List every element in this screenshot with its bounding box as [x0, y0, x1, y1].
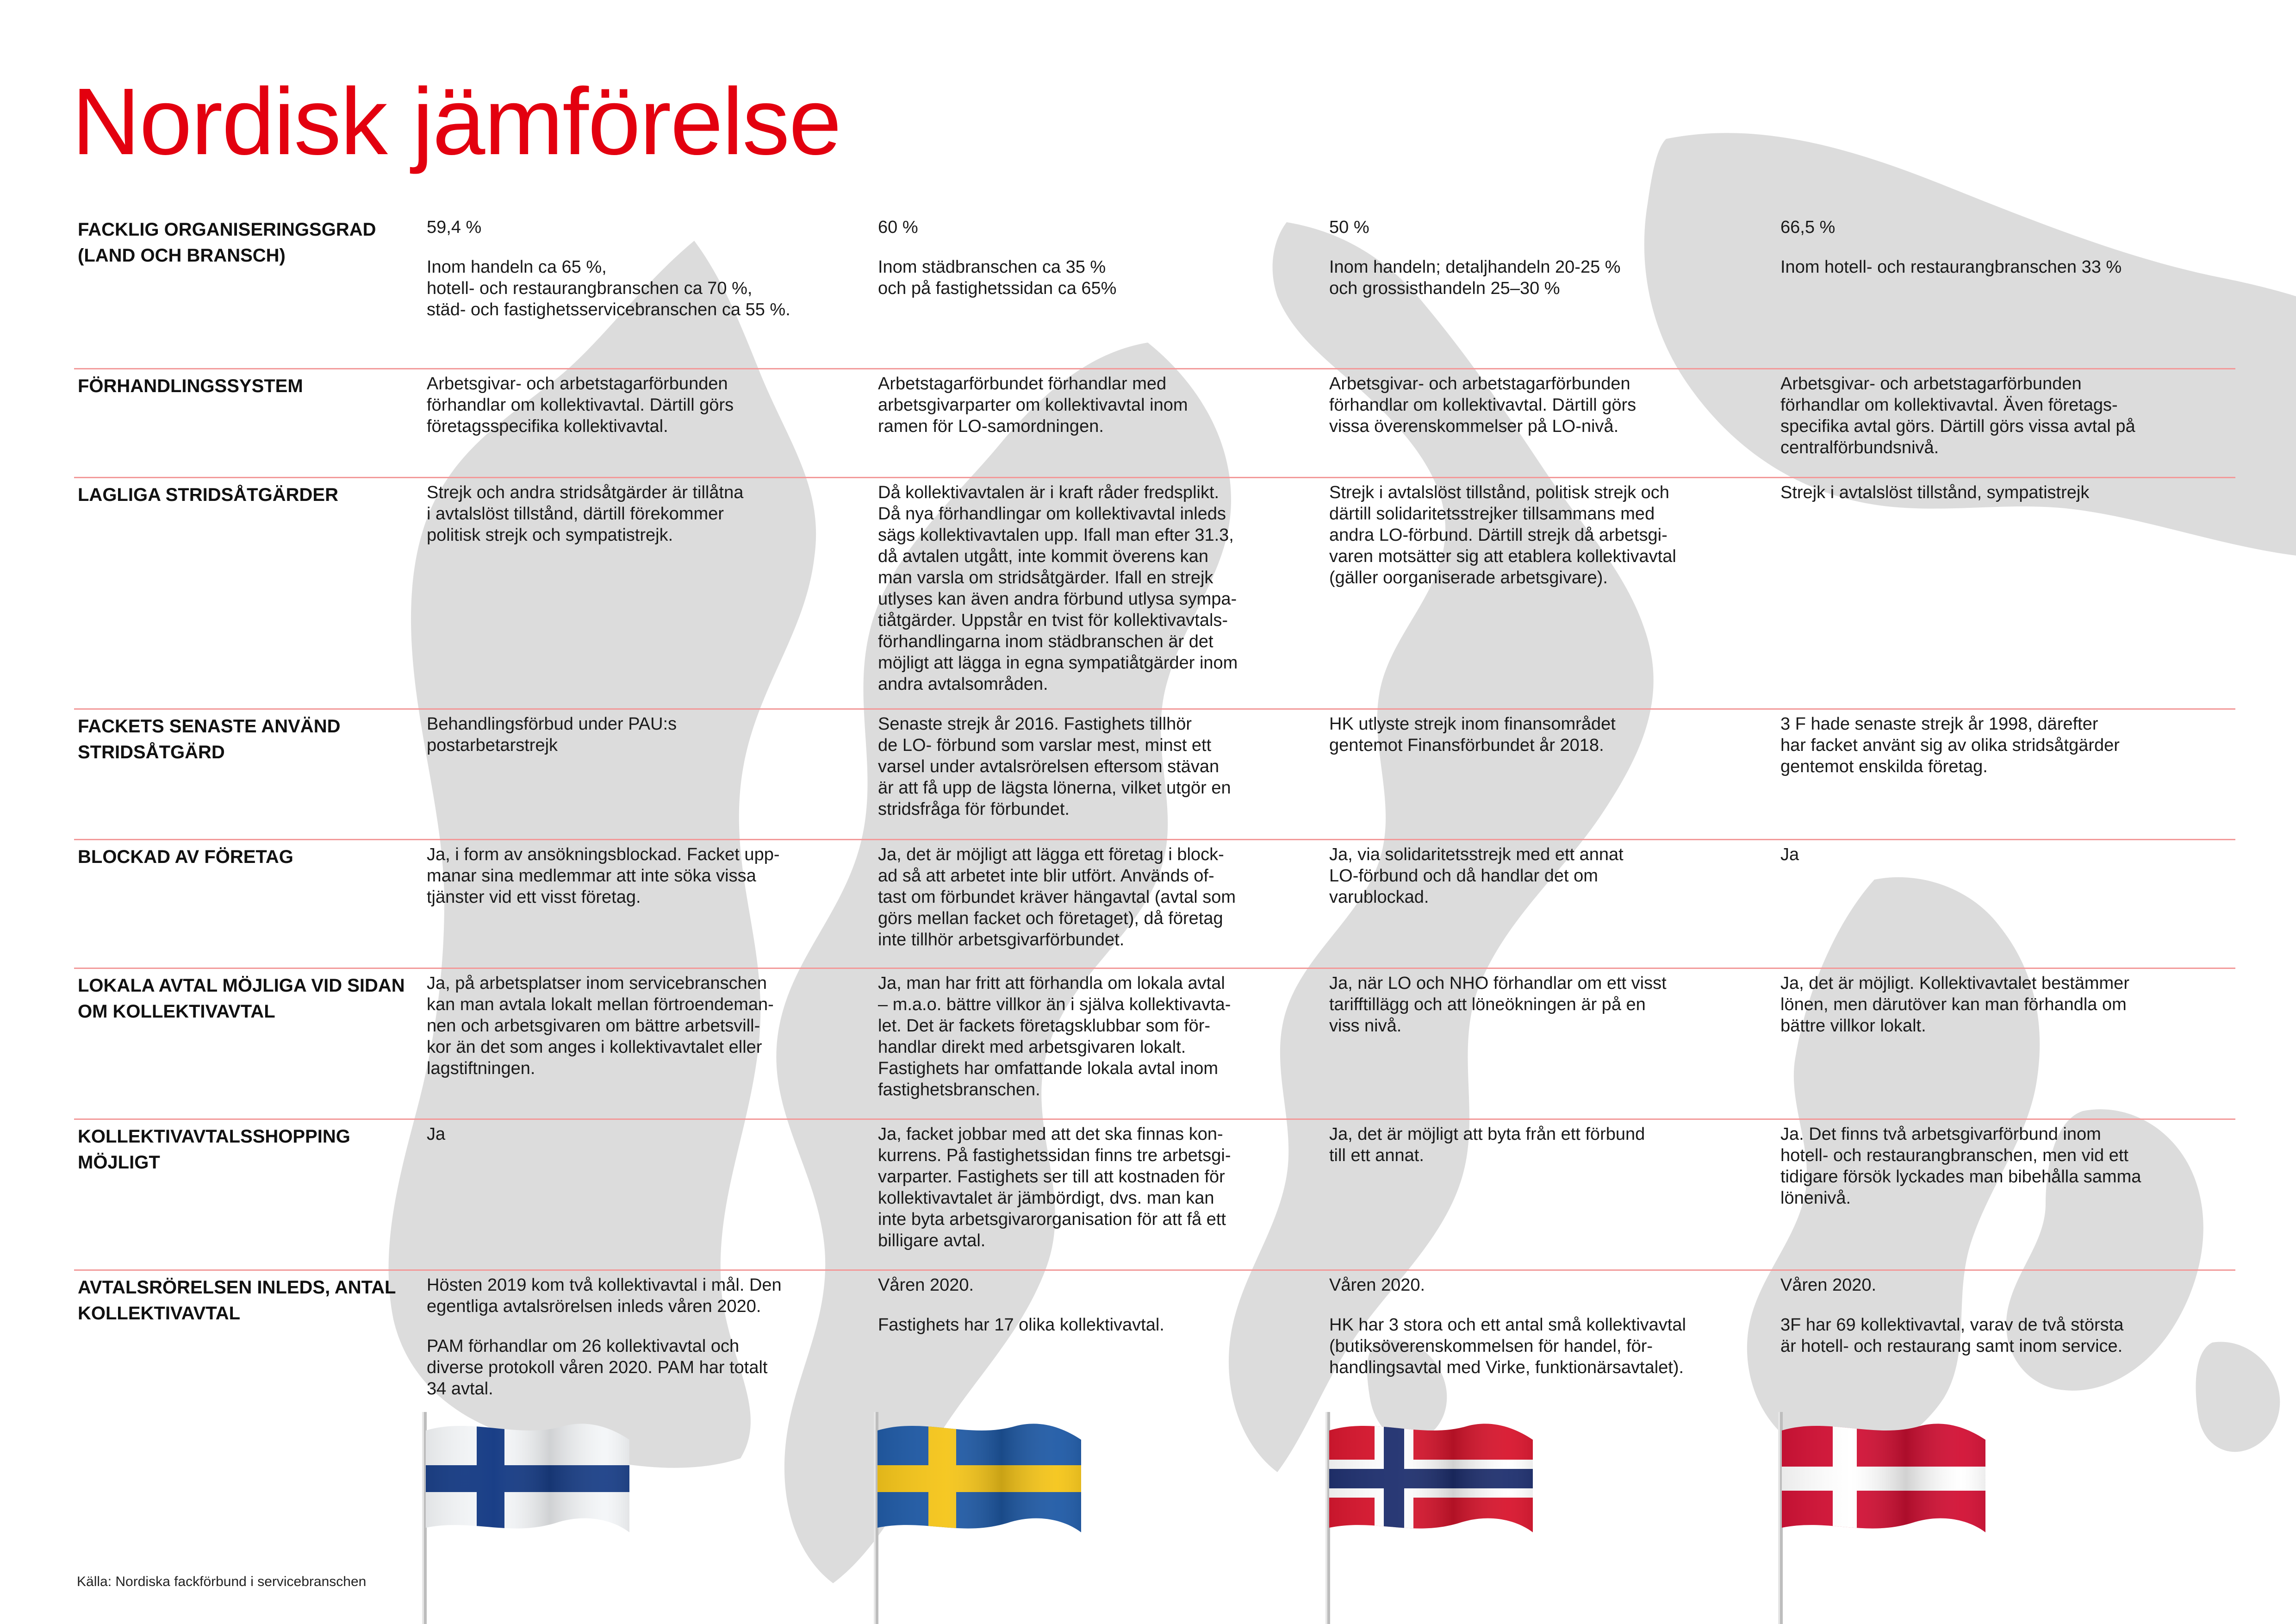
cell-finland: Strejk och andra stridsåtgärder är tillåtna i avtalslöst tillstånd, därtill förekommer politisk strejk och sympatistrejk.: [427, 483, 744, 545]
cell-sweden: Ja, man har fritt att förhandla om lokala avtal – m.a.o. bättre villkor än i själva kollektivavta- let. Det är fackets företagsklubbar som för- handlar direkt med arbetsgivaren lokalt. Fastighets har omfattande lokala avtal inom fastighetsbranschen.: [878, 974, 1231, 1099]
source-note: Källa: Nordiska fackförbund i servicebranschen: [77, 1574, 367, 1589]
cell-denmark: Strejk i avtalslöst tillstånd, sympatistrejk: [1780, 483, 2090, 502]
cell-norway: Ja, det är möjligt att byta från ett förbund till ett annat.: [1329, 1124, 1645, 1165]
denmark-flag: [1773, 1412, 1995, 1624]
row-separator: [74, 1118, 2235, 1120]
row-label: KOLLEKTIVAVTALSSHOPPING MÖJLIGT: [78, 1126, 350, 1173]
cell-finland: Ja, i form av ansökningsblockad. Facket upp- manar sina medlemmar att inte söka vissa tjänster vid ett visst företag.: [427, 845, 780, 907]
cell-denmark: Arbetsgivar- och arbetstagarförbunden förhandlar om kollektivavtal. Även företags- specifika avtal görs. Därtill görs vissa avtal på centralförbundsnivå.: [1780, 374, 2135, 457]
finland-flag: [417, 1412, 639, 1624]
cell-sweden: Då kollektivavtalen är i kraft råder fredsplikt. Då nya förhandlingar om kollektivavtal inleds sägs kollektivavtalen upp. Ifall man efter 31.3, då avtalen utgått, inte kommit överens kan man varsla om stridsåtgärder. Ifall en strejk utlyses kan även andra förbund utlysa sympa- tiåtgärder. Uppstår en tvist för kollektivavtals- förhandlingarna inom städbranschen är det möjligt att lägga in egna sympatiåtgärder inom andra avtalsområden.: [878, 483, 1238, 694]
row-separator: [74, 839, 2235, 840]
cell-denmark: Ja, det är möjligt. Kollektivavtalet bestämmer lönen, men därutöver kan man förhandla om bättre villkor lokalt.: [1780, 974, 2129, 1036]
cell-norway: Ja, via solidaritetsstrejk med ett annat LO-förbund och då handlar det om varublockad.: [1329, 845, 1624, 907]
sweden-flag: [868, 1412, 1090, 1624]
row-label: BLOCKAD AV FÖRETAG: [78, 847, 293, 867]
cell-finland: Behandlingsförbud under PAU:s postarbetarstrejk: [427, 714, 677, 755]
page-title: Nordisk jämförelse: [72, 69, 841, 175]
norway-flag: [1320, 1412, 1542, 1624]
row-label: LAGLIGA STRIDSÅTGÄRDER: [78, 485, 338, 505]
cell-sweden: Ja, facket jobbar med att det ska finnas kon- kurrens. På fastighetssidan finns tre arbetsgi- varparter. Fastighets ser till att kostnaden för kollektivavtalet är jämbördigt, dvs. man kan inte byta arbetsgivarorganisation för att få ett billigare avtal.: [878, 1124, 1231, 1250]
row-separator: [74, 1269, 2235, 1271]
row-label: AVTALSRÖRELSEN INLEDS, ANTAL KOLLEKTIVAVTAL: [78, 1277, 396, 1324]
cell-norway: Våren 2020. HK har 3 stora och ett antal små kollektivavtal (butiksöverenskommelsen för handel, för- handlingsavtal med Virke, funktionärsavtalet).: [1329, 1275, 1686, 1377]
cell-sweden: Ja, det är möjligt att lägga ett företag i block- ad så att arbetet inte blir utfört. Används of- tast om förbundet kräver hängavtal (avtal som görs mellan facket och företaget), då företag inte tillhör arbetsgivarförbundet.: [878, 845, 1236, 949]
row-separator: [74, 968, 2235, 969]
cell-finland: Ja, på arbetsplatser inom servicebranschen kan man avtala lokalt mellan förtroendeman- nen och arbetsgivaren om bättre arbetsvill- kor än det som anges i kollektivavtalet eller lagstiftningen.: [427, 974, 774, 1078]
row-label: LOKALA AVTAL MÖJLIGA VID SIDAN OM KOLLEKTIVAVTAL: [78, 975, 405, 1022]
cell-finland: 59,4 % Inom handeln ca 65 %, hotell- och restaurangbranschen ca 70 %, städ- och fastighetsservicebranschen ca 55 %.: [427, 218, 790, 319]
cell-sweden: Senaste strejk år 2016. Fastighets tillhör de LO- förbund som varslar mest, minst ett varsel under avtalsrörelsen eftersom stävan är att få upp de lägsta lönerna, vilket utgör en stridsfråga för förbundet.: [878, 714, 1231, 819]
cell-denmark: Våren 2020. 3F har 69 kollektivavtal, varav de två största är hotell- och restaurang samt inom service.: [1780, 1275, 2124, 1356]
cell-norway: Arbetsgivar- och arbetstagarförbunden förhandlar om kollektivavtal. Därtill görs vissa överenskommelser på LO-nivå.: [1329, 374, 1636, 436]
row-separator: [74, 708, 2235, 710]
row-label: FÖRHANDLINGSSYSTEM: [78, 376, 303, 396]
cell-denmark: 3 F hade senaste strejk år 1998, därefter har facket använt sig av olika stridsåtgärder gentemot enskilda företag.: [1780, 714, 2120, 776]
cell-denmark: Ja: [1780, 845, 1799, 864]
cell-denmark: 66,5 % Inom hotell- och restaurangbranschen 33 %: [1780, 218, 2122, 277]
cell-norway: Ja, när LO och NHO förhandlar om ett visst tarifftillägg och att löneökningen är på en viss nivå.: [1329, 974, 1667, 1036]
row-separator: [74, 368, 2235, 369]
cell-sweden: Arbetstagarförbundet förhandlar med arbetsgivarparter om kollektivavtal inom ramen för LO-samordningen.: [878, 374, 1188, 436]
cell-norway: Strejk i avtalslöst tillstånd, politisk strejk och därtill solidaritetsstrejker tillsammans med andra LO-förbund. Därtill strejk då arbetsgi- varen motsätter sig att etablera kollektivavtal (gäller oorganiserade arbetsgivare).: [1329, 483, 1676, 587]
cell-norway: HK utlyste strejk inom finansområdet gentemot Finansförbundet år 2018.: [1329, 714, 1616, 755]
row-separator: [74, 477, 2235, 478]
cell-finland: Arbetsgivar- och arbetstagarförbunden förhandlar om kollektivavtal. Därtill görs företagsspecifika kollektivavtal.: [427, 374, 734, 436]
cell-sweden: Våren 2020. Fastighets har 17 olika kollektivavtal.: [878, 1275, 1164, 1335]
cell-finland: Ja: [427, 1124, 446, 1144]
cell-norway: 50 % Inom handeln; detaljhandeln 20-25 % och grossisthandeln 25–30 %: [1329, 218, 1621, 298]
cell-sweden: 60 % Inom städbranschen ca 35 % och på fastighetssidan ca 65%: [878, 218, 1117, 298]
row-label: FACKLIG ORGANISERINGSGRAD (LAND OCH BRANSCH): [78, 219, 376, 266]
row-label: FACKETS SENASTE ANVÄND STRIDSÅTGÄRD: [78, 716, 341, 762]
cell-finland: Hösten 2019 kom två kollektivavtal i mål. Den egentliga avtalsrörelsen inleds våren 2020. PAM förhandlar om 26 kollektivavtal och diverse protokoll våren 2020. PAM har totalt 34 avtal.: [427, 1275, 782, 1399]
cell-denmark: Ja. Det finns två arbetsgivarförbund inom hotell- och restaurangbranschen, men vid ett tidigare försök lyckades man bibehålla samma lönenivå.: [1780, 1124, 2141, 1208]
